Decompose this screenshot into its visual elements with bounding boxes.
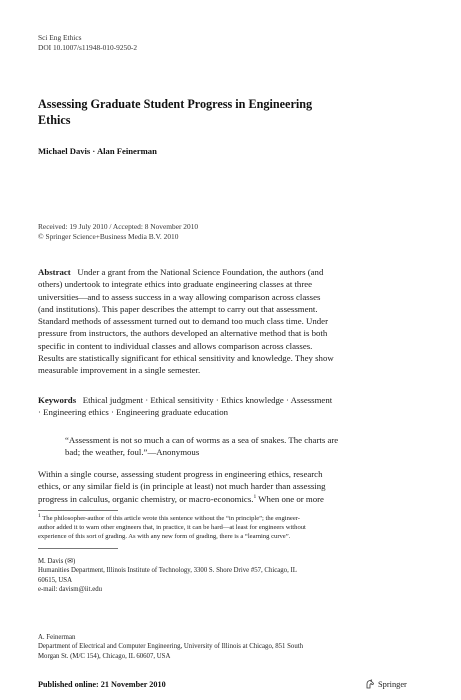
abstract-line: measurable improvement in a single semester. [38,365,201,376]
title-line-2: Ethics [38,113,71,127]
abstract [38,266,423,377]
abstract-line: universities—and to assess success in a way allowing comparison across classes [38,291,321,302]
abstract-line: Abstract Under a grant from the National Science Foundation, the authors (and [38,267,324,277]
abstract-line: (and institutions). This paper describes the attempt to carry out that assessment. [38,303,318,314]
affiliation-davis [38,557,297,594]
publisher-name: Springer [378,679,407,689]
body-line: ethics, or any similar field is (in principle at least) not much harder than assessing [38,481,326,492]
abstract-label: Abstract [38,267,71,277]
body-line: progress in calculus, organic chemistry, or macro-economics.$^1$ When one or more [38,493,324,504]
footnote-marker: 1 [38,512,41,519]
footnote-line: author added it to warn other engineers that, in practice, it can be hard—at least for engineers without [38,524,306,531]
body-paragraph [38,468,423,505]
footnote-line: experience of this sort of grading. As with any new form of grading, there is a “learning curve”. [38,533,291,540]
epigraph-line: “Assessment is not so much a can of worms as a sea of snakes. The charts are [65,435,339,445]
doi: DOI 10.1007/s11948-010-9250-2 [38,43,138,52]
abstract-line: pressure from instructors, the authors developed an alternative method that is both [38,328,328,339]
affiliation-address: Department of Electrical and Computer Engineering, University of Illinois at Chicago, 851 South [38,643,304,651]
epigraph [65,434,338,459]
footnote [38,514,306,541]
published-online: Published online: 21 November 2010 [38,680,166,689]
keywords-line: · Engineering ethics · Engineering graduate education [38,407,229,418]
email-link[interactable]: e-mail: davism@iit.edu [38,585,103,593]
article-title [38,96,312,128]
author-list: Michael Davis · Alan Feinerman [38,146,157,156]
affiliation-address: 60615, USA [38,576,72,584]
footnote-ref[interactable]: 1 [253,493,257,500]
abstract-line: Standard methods of assessment turned out to demand too much class time. Under [38,316,328,327]
copyright: © Springer Science+Business Media B.V. 2010 [38,232,179,241]
body-line: Within a single course, assessing student progress in engineering ethics, research [38,469,323,479]
abstract-line: Results are statistically significant for ethical sensitivity and knowledge. They show [38,353,334,364]
affiliation-address: Morgan St. (M/C 154), Chicago, IL 60607, USA [38,652,171,660]
publisher-logo [365,678,407,690]
footnote-divider [38,510,118,511]
abstract-line: specific in content to individual classes and allows comparison across classes. [38,340,313,351]
journal-header [38,33,137,53]
keywords-line: Keywords Ethical judgment · Ethical sensitivity · Ethics knowledge · Assessment [38,395,333,405]
footnote-line: $^1$ The philosopher-author of this article wrote this sentence without the “in principle”; the engineer- [38,512,301,522]
affiliation-feinerman [38,633,303,661]
affiliation-divider [38,548,118,549]
springer-horse-icon [365,679,375,689]
keywords-label: Keywords [38,395,77,405]
epigraph-line: bad; the weather, foul.”—Anonymous [65,447,200,458]
journal-name: Sci Eng Ethics [38,33,82,42]
received-accepted: Received: 19 July 2010 / Accepted: 8 November 2010 [38,222,199,231]
affiliation-author: M. Davis (✉) [38,558,76,565]
abstract-line: others) undertook to integrate ethics into graduate engineering classes at three [38,279,313,290]
publication-dates [38,222,198,242]
affiliation-author: A. Feinerman [38,634,76,641]
affiliation-address: Humanities Department, Illinois Institute of Technology, 3300 S. Shore Drive #57, Chicago, IL [38,567,297,575]
title-line-1: Assessing Graduate Student Progress in Engineering [38,97,313,111]
keywords [38,394,423,419]
